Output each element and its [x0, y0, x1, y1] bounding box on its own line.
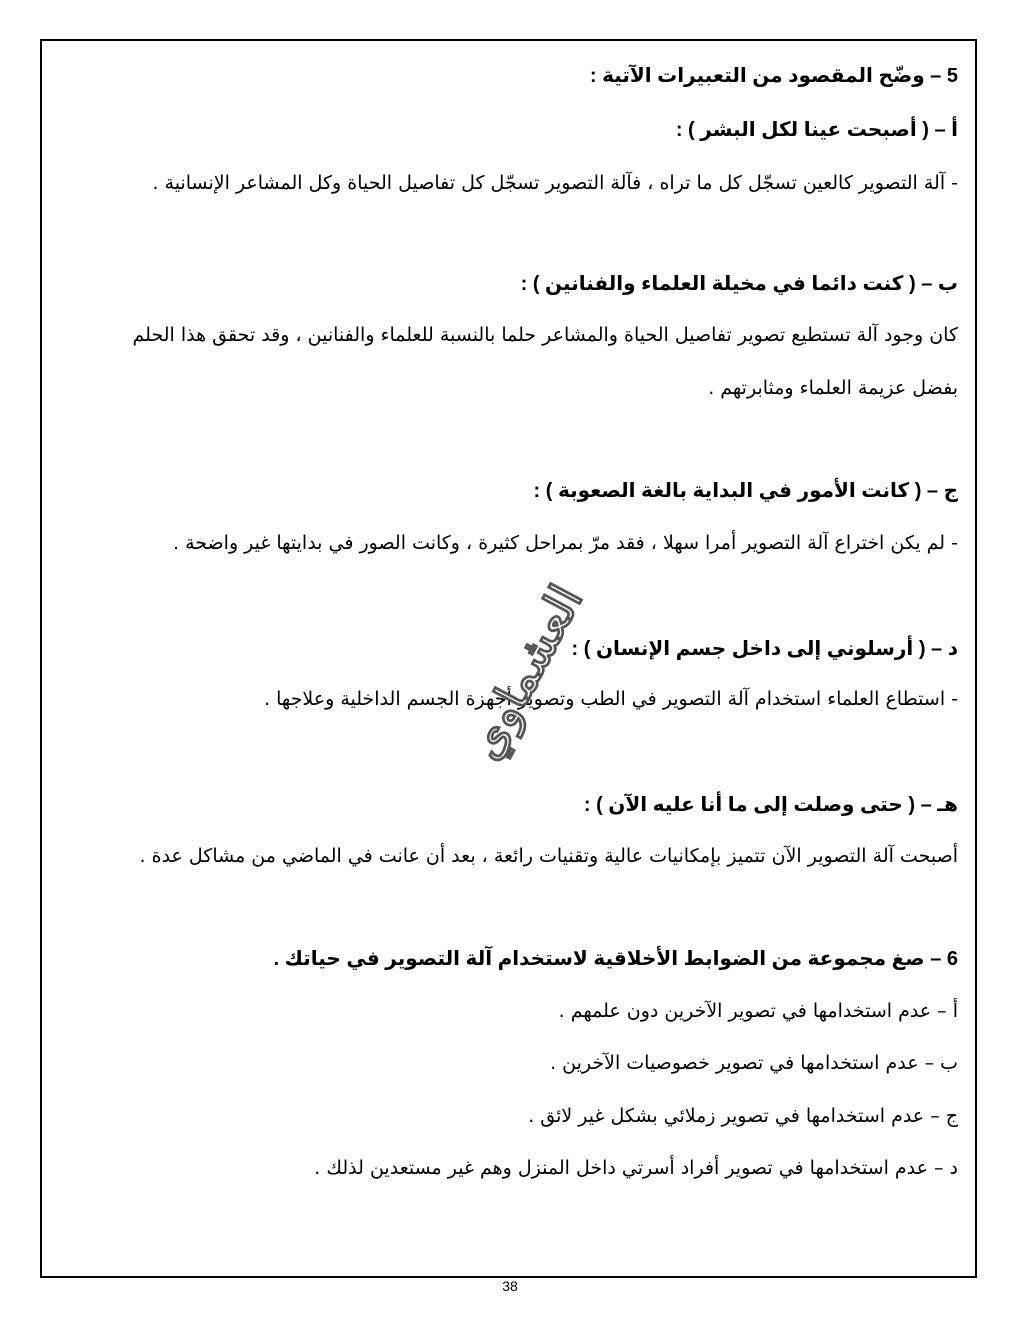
- expression-c-answer: - لم يكن اختراع آلة التصوير أمرا سهلا ، فقد مرّ بمراحل كثيرة ، وكانت الصور في بدايتها غير واضحة .: [173, 532, 958, 554]
- question-5-heading: 5 – وضّح المقصود من التعبيرات الآتية :: [589, 65, 958, 87]
- expression-c-title: ج – ( كانت الأمور في البداية بالغة الصعوبة ) :: [533, 480, 958, 502]
- ethics-item-c: ج – عدم استخدامها في تصوير زملائي بشكل غير لائق .: [528, 1105, 958, 1127]
- expression-e-answer: أصبحت آلة التصوير الآن تتميز بإمكانيات عالية وتقنيات رائعة ، بعد أن عانت في الماضي من مشاكل عدة .: [139, 845, 958, 867]
- expression-a-title: أ – ( أصبحت عينا لكل البشر ) :: [675, 119, 958, 141]
- expression-d-answer: - استطاع العلماء استخدام آلة التصوير في الطب وتصوير أجهزة الجسم الداخلية وعلاجها .: [264, 688, 958, 710]
- expression-d-title: د – ( أرسلوني إلى داخل جسم الإنسان ) :: [571, 638, 958, 660]
- ethics-item-a: أ – عدم استخدامها في تصوير الآخرين دون علمهم .: [558, 1000, 958, 1022]
- expression-b-answer-line2: بفضل عزيمة العلماء ومثابرتهم .: [708, 377, 958, 399]
- ethics-item-d: د – عدم استخدامها في تصوير أفراد أسرتي داخل المنزل وهم غير مستعدين لذلك .: [314, 1157, 958, 1179]
- page-number: 38: [502, 1278, 518, 1294]
- expression-e-title: هـ – ( حتى وصلت إلى ما أنا عليه الآن ) :: [583, 794, 958, 816]
- expression-b-title: ب – ( كنت دائما في مخيلة العلماء والفنانين ) :: [520, 273, 958, 295]
- expression-a-answer: - آلة التصوير كالعين تسجّل كل ما تراه ، فآلة التصوير تسجّل كل تفاصيل الحياة وكل المشاعر الإنسانية .: [152, 172, 958, 194]
- watermark: العشماوي: [456, 575, 594, 769]
- question-6-heading: 6 – صغ مجموعة من الضوابط الأخلاقية لاستخدام آلة التصوير في حياتك .: [273, 948, 958, 970]
- expression-b-answer-line1: كان وجود آلة تستطيع تصوير تفاصيل الحياة والمشاعر حلما بالنسبة للعلماء والفنانين ، وقد تحقق هذا الحلم: [132, 324, 958, 346]
- ethics-item-b: ب – عدم استخدامها في تصوير خصوصيات الآخرين .: [550, 1052, 958, 1074]
